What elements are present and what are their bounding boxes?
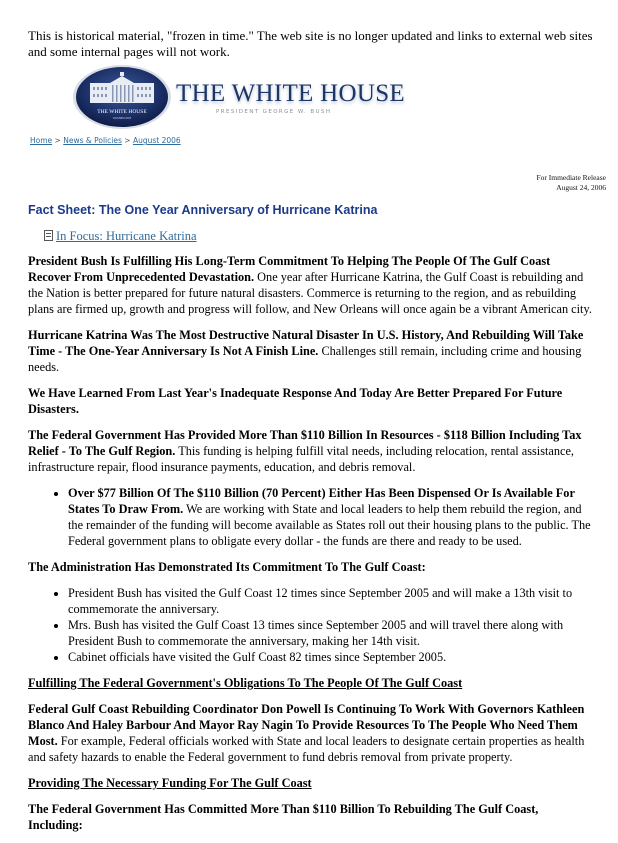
- paragraph-text: One year after Hurricane Katrina, the Gulf Coast is rebuilding and the Nation is better prepared for future natural disasters. Commerce is returning to the region, and as rebuilding plans are firmed up, growth and progress will follow, and New Orleans will once again be a vibrant American city.: [28, 270, 592, 316]
- paragraph-lead: President Bush Is Fulfilling His Long-Term Commitment To Helping The People Of The Gulf Coast Recover From Unprecedented Devastation.: [28, 254, 551, 284]
- paragraph: [28, 801, 596, 833]
- paragraph: [28, 253, 596, 317]
- site-header: [72, 62, 412, 132]
- svg-text:THE WHITE HOUSE: THE WHITE HOUSE: [97, 109, 147, 115]
- paragraph-lead: Hurricane Katrina Was The Most Destructive Natural Disaster In U.S. History, And Rebuilding Will Take Time - The One-Year Anniversary Is Not A Finish Line.: [28, 328, 584, 358]
- list-item: • President Bush has visited the Gulf Coast 12 times since September 2005 and will make a 13th visit to commemorate the anniversary.: [68, 585, 596, 617]
- paragraph: [28, 327, 596, 375]
- breadcrumb-august-2006-link[interactable]: August 2006: [132, 136, 181, 145]
- breadcrumb-news-policies-link[interactable]: News & Policies: [63, 136, 122, 145]
- article-body: [28, 253, 596, 843]
- list-item: • Cabinet officials have visited the Gulf Coast 82 times since September 2005.: [68, 649, 596, 665]
- paragraph-lead: The Federal Government Has Provided More Than $110 Billion In Resources - $118 Billion Including Tax Relief - To The Gulf Region.: [28, 428, 582, 458]
- list-item: [68, 485, 596, 549]
- site-subtitle: PRESIDENT GEORGE W. BUSH: [216, 109, 332, 115]
- list-item-text: We are working with State and local leaders to help them rebuild the region, and the remainder of the funding will become available as States roll out their housing plans to the public. The Federal government plans to obligate every dollar - the funds are there and ready to be used.: [68, 502, 591, 548]
- svg-text:WASHINGTON: WASHINGTON: [112, 117, 132, 120]
- paragraph-lead: We Have Learned From Last Year's Inadequate Response And Today Are Better Prepared For Future Disasters.: [28, 386, 563, 416]
- commitment-heading: [28, 559, 596, 575]
- paragraph-lead: The Federal Government Has Committed More Than $110 Billion To Rebuilding The Gulf Coast, Including:: [28, 802, 539, 832]
- commitment-list: [28, 585, 596, 665]
- section-heading-funding: Providing The Necessary Funding For The Gulf Coast: [28, 776, 312, 790]
- section-heading-obligations: Fulfilling The Federal Government's Obligations To The People Of The Gulf Coast: [28, 676, 463, 690]
- breadcrumb-separator: >: [54, 136, 61, 145]
- paragraph-lead: Federal Gulf Coast Rebuilding Coordinator Don Powell Is Continuing To Work With Governors Kathleen Blanco And Haley Barbour And Mayor Ray Nagin To Provide Resources To The People Who Need Them Most.: [28, 702, 585, 748]
- release-date: August 24, 2006: [556, 183, 606, 192]
- page-title: Fact Sheet: The One Year Anniversary of Hurricane Katrina: [28, 203, 378, 217]
- paragraph: [28, 427, 596, 475]
- paragraph-text: This funding is helping fulfill vital needs, including relocation, rental assistance, infrastructure repair, flood insurance payments, education, and debris removal.: [28, 444, 575, 474]
- commitment-heading-text: The Administration Has Demonstrated Its Commitment To The Gulf Coast:: [28, 560, 426, 574]
- paragraph: [28, 701, 596, 765]
- list-item-lead: Over $77 Billion Of The $110 Billion (70 Percent) Either Has Been Dispensed Or Is Available For States To Draw From.: [68, 486, 575, 516]
- section-heading: [28, 675, 596, 691]
- breadcrumb-separator: >: [124, 136, 131, 145]
- section-heading: [28, 775, 596, 791]
- white-house-seal-icon[interactable]: [72, 63, 172, 130]
- list-item: • Mrs. Bush has visited the Gulf Coast 13 times since September 2005 and will travel there along with President Bush to commemorate the anniversary, making her 14th visit.: [68, 617, 596, 649]
- document-icon: [44, 230, 53, 241]
- breadcrumb-home-link[interactable]: Home: [30, 136, 53, 145]
- paragraph-text: Challenges still remain, including crime and housing needs.: [28, 344, 582, 374]
- funding-list: [28, 485, 596, 549]
- site-wordmark[interactable]: THE WHITE HOUSE: [176, 80, 405, 107]
- release-label: For Immediate Release: [536, 173, 606, 182]
- in-focus-link-row: [44, 229, 197, 244]
- historical-notice: This is historical material, "frozen in time." The web site is no longer updated and links to external web sites and some internal pages will not work.: [28, 28, 593, 59]
- in-focus-link[interactable]: In Focus: Hurricane Katrina: [56, 229, 197, 243]
- paragraph-text: For example, Federal officials worked with State and local leaders to designate certain properties as health and safety hazards to enable the Federal government to fund debris removal from private property.: [28, 734, 585, 764]
- release-info: [536, 173, 606, 193]
- breadcrumb: [30, 136, 181, 145]
- paragraph: [28, 385, 596, 417]
